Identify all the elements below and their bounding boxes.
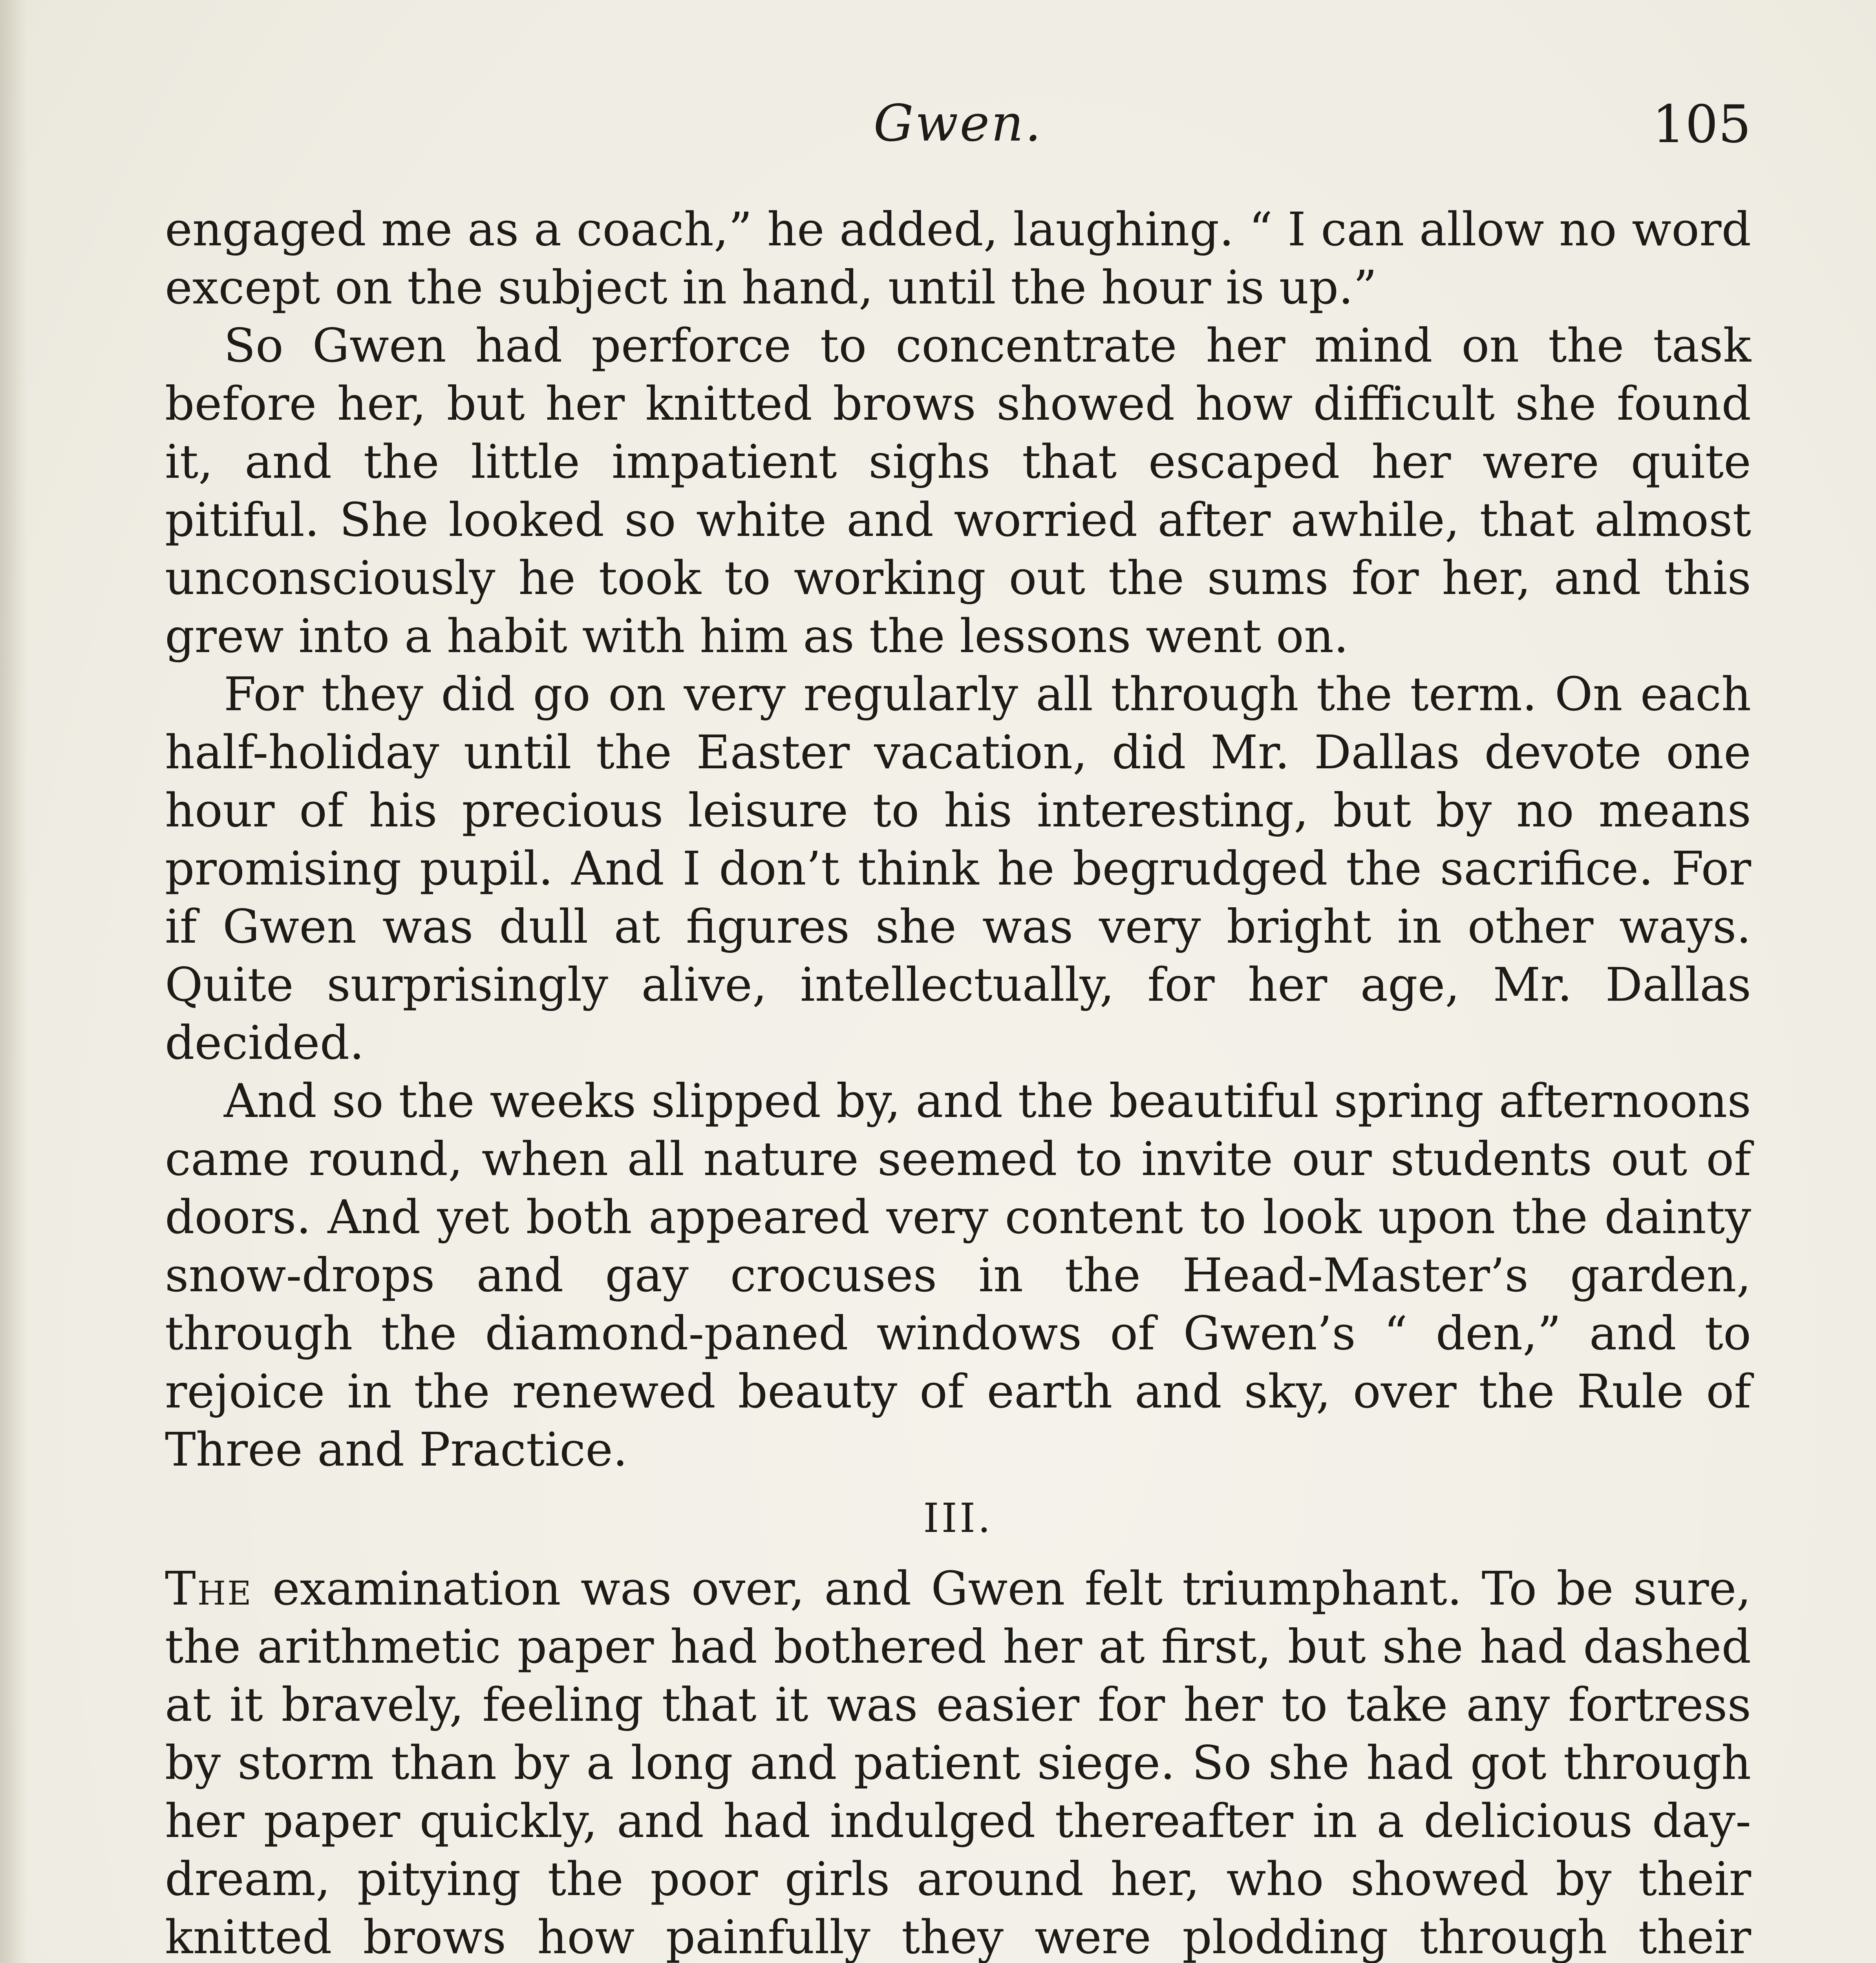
section-paragraph-1 xyxy=(165,1559,1751,1963)
body-text xyxy=(165,200,1751,1963)
gutter-shadow xyxy=(0,0,27,1963)
section-heading: III. xyxy=(923,1495,993,1542)
section-lead-word: The xyxy=(165,1561,253,1616)
paragraph-1: engaged me as a coach,” he added, laughing. “ I can allow no word except on the subject in hand, until the hour is up.” xyxy=(165,202,1751,314)
section-paragraph-1-text: examination was over, and Gwen felt triumphant. To be sure, the arithmetic paper had bothered her at first, but she had dashed at it bravely, feeling that it was easier for her to take any fortress by storm than by a long and patient siege. So she had got through her paper quickly, and had indulged thereafter in a delicious day-dream, pitying the poor girls around her, who showed by their knitted brows how painfully they were plodding through their xyxy=(165,1561,1751,1963)
paragraph-2: So Gwen had perforce to concentrate her mind on the task before her, but her knitted brows showed how difficult she found it, and the little impatient sighs that escaped her were quite pitiful. She looked so white and worried after awhile, that almost unconsciously he took to working out the sums for her, and this grew into a habit with him as the lessons went on. xyxy=(165,318,1751,663)
paragraph-3: For they did go on very regularly all through the term. On each half-holiday until the Easter vacation, did Mr. Dallas devote one hour of his precious leisure to his interesting, but by no means promising pupil. And I don’t think he begrudged the sacrifice. For if Gwen was dull at figures she was very bright in other ways. Quite surprisingly alive, intellectually, for her age, Mr. Dallas decided. xyxy=(165,667,1751,1070)
page-header xyxy=(165,94,1751,169)
page-number: 105 xyxy=(1652,94,1751,155)
paragraph-4: And so the weeks slipped by, and the beautiful spring afternoons came round, when all nature seemed to invite our students out of doors. And yet both appeared very content to look upon the dainty snow-drops and gay crocuses in the Head-Master’s garden, through the diamond-paned windows of Gwen’s “ den,” and to rejoice in the renewed beauty of earth and sky, over the Rule of Three and Practice. xyxy=(165,1074,1751,1477)
running-title: Gwen. xyxy=(873,94,1043,153)
